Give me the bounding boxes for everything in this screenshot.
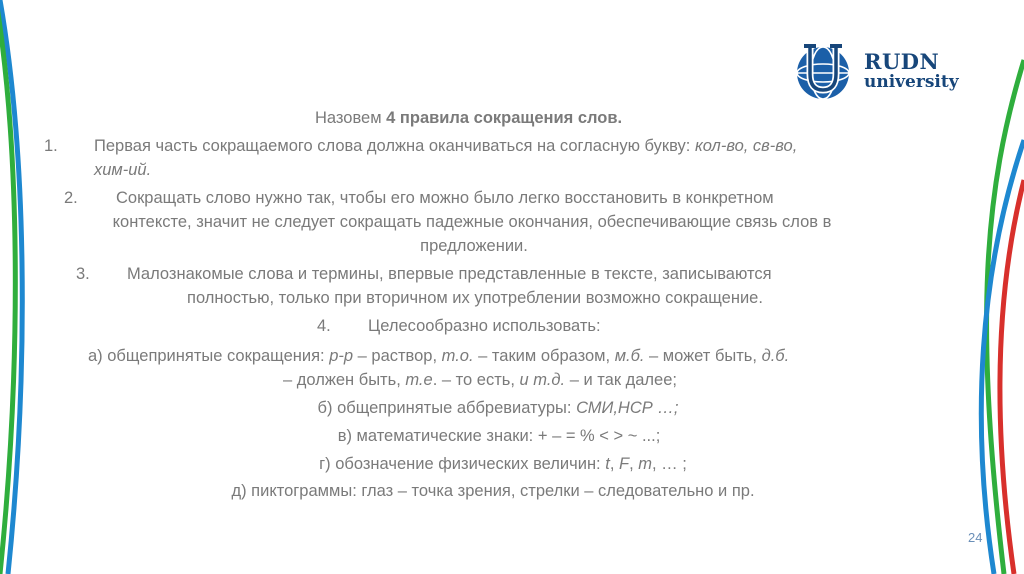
rule-2-line-3: предложении. (420, 237, 528, 255)
rule-3-line-1: Малознакомые слова и термины, впервые представленные в тексте, записываются (127, 265, 772, 283)
item-b: б) общепринятые аббревиатуры: СМИ,НСР …; (317, 399, 679, 417)
rule-4-text: Целесообразно использовать: (368, 317, 601, 335)
rule-3-line-2: полностью, только при вторичном их употреблении возможно сокращение. (187, 289, 763, 307)
logo-subtitle: university (864, 72, 959, 92)
slide-number: 24 (968, 530, 983, 545)
rule-1-text: Первая часть сокращаемого слова должна оканчиваться на согласную букву: кол-во, св-во, (94, 137, 798, 155)
item-e: д) пиктограммы: глаз – точка зрения, стрелки – следовательно и пр. (231, 482, 755, 500)
rule-4-number: 4. (317, 317, 331, 335)
logo-title: RUDN (864, 49, 940, 74)
item-d: г) обозначение физических величин: t, F, m, … ; (319, 455, 687, 473)
slide-heading: Назовем 4 правила сокращения слов. (315, 109, 623, 127)
rule-3-number: 3. (76, 265, 90, 283)
rule-1-number: 1. (44, 137, 58, 155)
rule-2-line-1: Сокращать слово нужно так, чтобы его можно было легко восстановить в конкретном (116, 189, 774, 207)
rule-1-text-cont: хим-ий. (94, 161, 152, 179)
rule-2-number: 2. (64, 189, 78, 207)
rule-2-line-2: контексте, значит не следует сокращать падежные окончания, обеспечивающие связь слов в (112, 213, 832, 231)
item-a-line-1: а) общепринятые сокращения: р-р – раствор, т.о. – таким образом, м.б. – может быть, д.б. (88, 347, 790, 365)
item-a-line-2: – должен быть, т.е. – то есть, и т.д. – и так далее; (283, 371, 677, 389)
item-c: в) математические знаки: + – = % < > ~ ...; (337, 427, 661, 445)
